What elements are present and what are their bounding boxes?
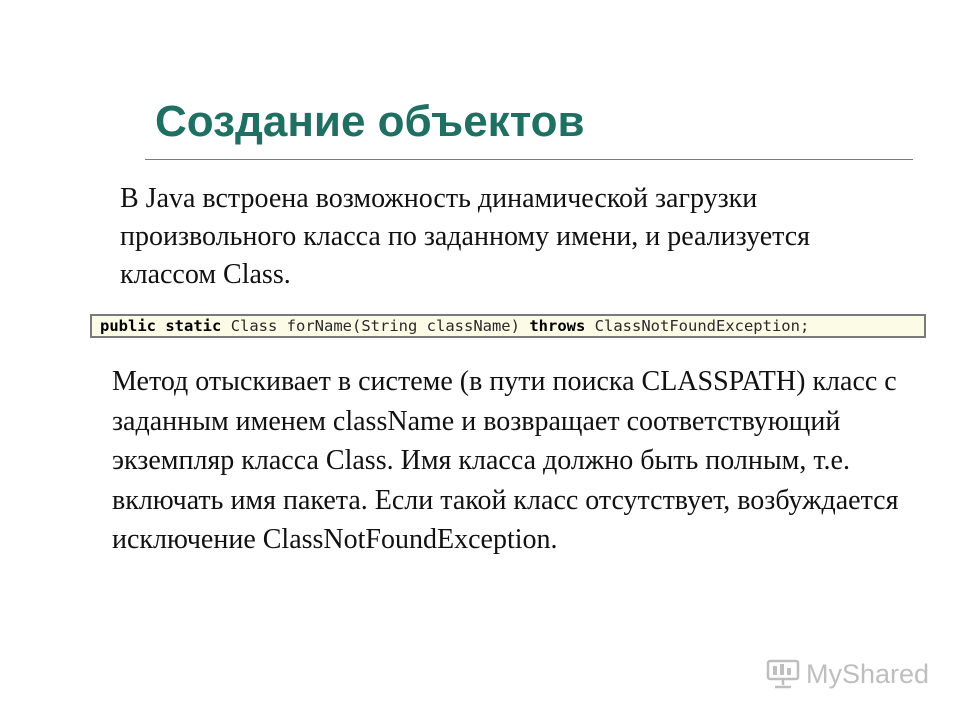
code-exception-name: ClassNotFoundException; (594, 317, 810, 335)
watermark-text: MyShared (806, 658, 930, 689)
projector-screen-icon (766, 658, 800, 690)
slide-title: Создание объектов (155, 97, 585, 146)
title-divider (145, 159, 913, 160)
description-paragraph: Метод отыскивает в системе (в пути поиска CLASSPATH) класс с заданным именем className и возвращает соответствующий экземпляр класса Class. Имя класса должно быть полным, т.е. включать имя пакета. Если такой класс отсутствует, возбуждается исключение ClassNotFoundException. (112, 366, 899, 555)
watermark (766, 656, 929, 692)
code-keyword-static: static (165, 317, 222, 335)
code-keyword-public: public (100, 317, 156, 335)
code-keyword-throws: throws (529, 317, 586, 335)
intro-paragraph: В Java встроена возможность динамической загрузки произвольного класса по заданному имени, и реализуется классом Class. (120, 183, 811, 290)
code-signature (90, 314, 926, 338)
code-method-signature: Class forName(String className) (230, 317, 520, 335)
